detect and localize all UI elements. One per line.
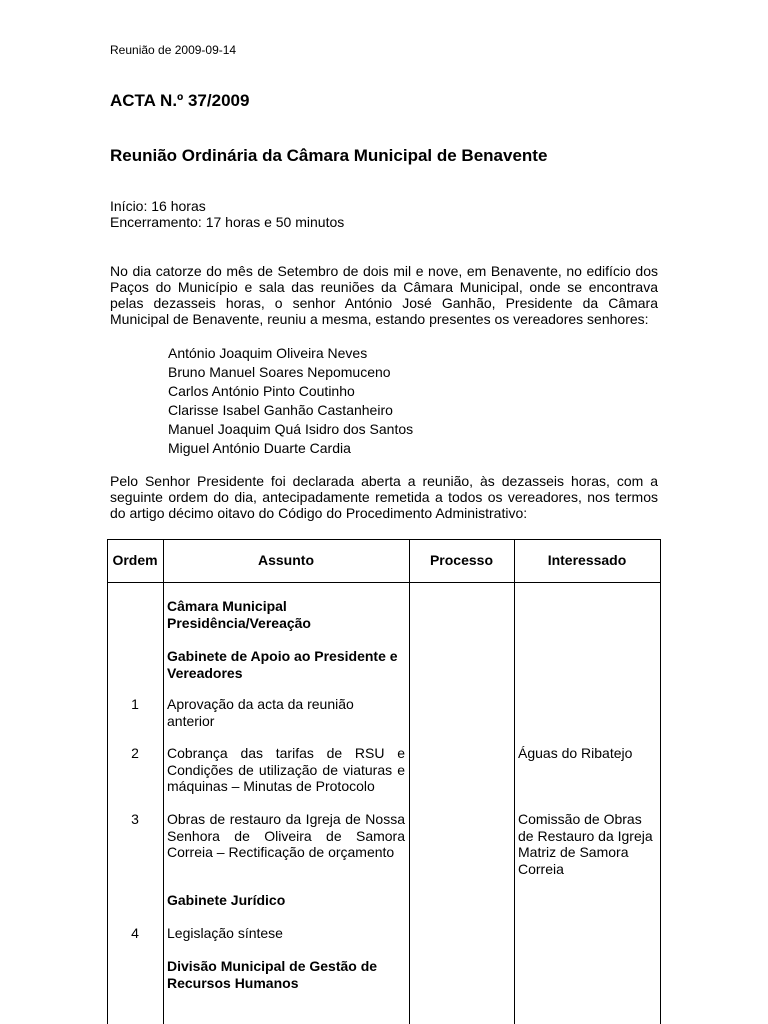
row-interested-party: Águas do Ribatejo (518, 745, 633, 761)
row-subject: Cobrança das tarifas de RSU e Condições de utilização de viaturas e máquinas – Minutas de Protocolo (167, 745, 405, 794)
document-title: Reunião Ordinária da Câmara Municipal de Benavente (110, 146, 548, 165)
row-number: 1 (131, 696, 139, 712)
section-heading (167, 598, 405, 631)
row-subject: Legislação síntese (167, 925, 283, 941)
row-interested-party: Comissão de Obras de Restauro da Igreja Matriz de Samora Correia (518, 811, 653, 877)
member-name: Bruno Manuel Soares Nepomuceno (168, 363, 391, 380)
section-rh: Divisão Municipal de Gestão de Recursos Humanos (167, 958, 378, 991)
acta-number: ACTA N.º 37/2009 (110, 91, 250, 110)
row-number: 3 (131, 811, 139, 827)
row-subject: Obras de restauro da Igreja de Nossa Senhora de Oliveira de Samora Correia – Rectificação de orçamento (167, 811, 405, 860)
header-interessado: Interessado (547, 552, 627, 568)
table-column-divider (163, 539, 164, 1024)
end-time: Encerramento: 17 horas e 50 minutos (110, 214, 345, 230)
member-name: Miguel António Duarte Cardia (168, 439, 351, 456)
table-header-divider (107, 582, 661, 583)
table-column-divider (409, 539, 410, 1024)
start-time: Início: 16 horas (110, 198, 206, 214)
section-camara: Câmara Municipal (167, 598, 287, 614)
meeting-reference: Reunião de 2009-09-14 (110, 43, 237, 57)
table-border-right (660, 539, 661, 1024)
members-list (168, 344, 413, 457)
table-border-left (107, 539, 108, 1024)
member-name: António Joaquim Oliveira Neves (168, 345, 368, 361)
member-name: Manuel Joaquim Quá Isidro dos Santos (168, 420, 414, 437)
row-subject: Aprovação da acta da reunião anterior (167, 696, 354, 729)
table-column-divider (514, 539, 515, 1024)
header-processo: Processo (429, 552, 494, 568)
opening-paragraph: No dia catorze do mês de Setembro de dois mil e nove, em Benavente, no edifício dos Paços do Município e sala das reuniões da Câmara Municipal, onde se encontrava pelas dezasseis horas, o senhor António José Ganhão, Presidente da Câmara Municipal de Benavente, reuniu a mesma, estando presentes os vereadores senhores: (110, 263, 658, 327)
section-juridico: Gabinete Jurídico (167, 892, 286, 908)
row-number: 2 (131, 745, 139, 761)
member-name: Clarisse Isabel Ganhão Castanheiro (168, 401, 393, 418)
section-presidencia: Presidência/Vereação (167, 614, 311, 631)
member-name: Carlos António Pinto Coutinho (168, 382, 355, 399)
header-assunto: Assunto (258, 552, 314, 568)
row-number: 4 (131, 925, 139, 941)
section-gabinete-apoio: Gabinete de Apoio ao Presidente e Vereadores (167, 648, 398, 681)
meeting-times (110, 198, 344, 230)
header-ordem: Ordem (112, 552, 158, 568)
table-border-top (107, 539, 661, 540)
agenda-paragraph: Pelo Senhor Presidente foi declarada aberta a reunião, às dezasseis horas, com a seguinte ordem do dia, antecipadamente remetida a todos os vereadores, nos termos do artigo décimo oitavo do Código do Procedimento Administrativo: (110, 473, 658, 521)
